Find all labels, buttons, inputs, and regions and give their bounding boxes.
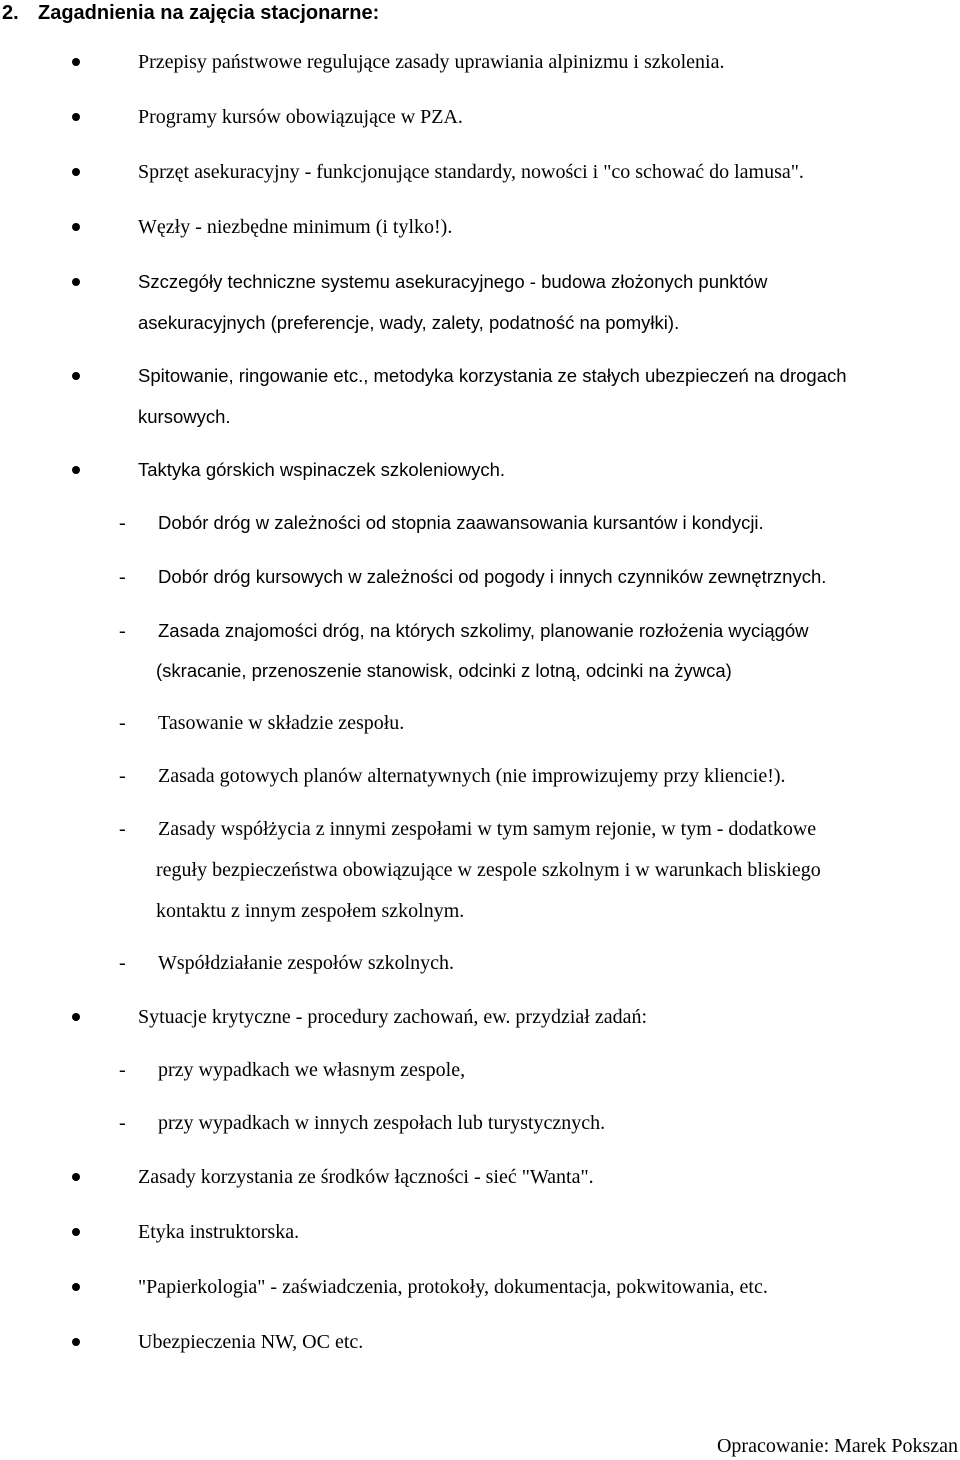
- bullet-icon: [72, 223, 80, 231]
- dash-marker: -: [119, 952, 126, 974]
- document-page: 2. Zagadnienia na zajęcia stacjonarne: Przepisy państwowe regulujące zasady uprawiania alpinizmu i szkolenia. Programy kursów obowiązujące w PZA. Sprzęt asekuracyjny - funkcjonujące standardy, nowości i "co schować do lamusa". Węzły - niezbędne minimum (i tylko!). Szczegóły techniczne systemu asekuracyjnego - budowa złożonych punktów asekuracyjnych (preferencje, wady, zalety, podatność na pomyłki). Spitowanie, ringowanie etc., metodyka korzystania ze stałych ubezpieczeń na drogach kursowych. Taktyka górskich wspinaczek szkoleniowych. - Dobór dróg w zależności od stopnia zaawansowania kursantów i kondycji. - Dobór dróg kursowych w zależności od pogody i innych czynników zewnętrznych. - Zasada znajomości dróg, na których szkolimy, planowanie rozłożenia wyciągów (skracanie, przenoszenie stanowisk, odcinki z lotną, odcinki na żywca) - Tasowanie w składzie zespołu. - Zasada gotowych planów alternatywnych (nie improwizujemy przy kliencie!). - Zasady współżycia z innymi zespołami w tym samym rejonie, w tym - dodatkowe reguły bezpieczeństwa obowiązujące w zespole szkolnym i w warunkach bliskiego kontaktu z innym zespołem szkolnym. - Współdziałanie zespołów szkolnych. Sytuacje krytyczne - procedury zachowań, ew. przydział zadań: - przy wypadkach we własnym zespole, - przy wypadkach w innych zespołach lub turystycznych. Zasady korzystania ze środków łączności - sieć "Wanta". Etyka instruktorska. "Papierkologia" - zaświadczenia, protokoły, dokumentacja, pokwitowania, etc. Ubezpieczenia NW, OC etc. Opracowanie: Marek Pokszan: [2, 2, 958, 1457]
- dash-marker: -: [119, 765, 126, 787]
- dash-marker: -: [119, 712, 126, 734]
- bullet-icon: [72, 466, 80, 474]
- bullet-icon: [72, 168, 80, 176]
- footer-author: Opracowanie: Marek Pokszan: [716, 1435, 958, 1457]
- dash-marker: -: [119, 620, 126, 642]
- bullet-icon: [72, 1338, 80, 1346]
- dash-marker: -: [119, 1059, 126, 1081]
- dash-marker: -: [119, 1112, 126, 1134]
- dash-marker: -: [119, 818, 126, 840]
- bullet-icon: [72, 1228, 80, 1236]
- section-number: 2.: [2, 2, 19, 24]
- bullet-icon: [72, 1013, 80, 1021]
- bullet-icon: [72, 1173, 80, 1181]
- bullet-icon: [72, 58, 80, 66]
- bullet-icon: [72, 372, 80, 380]
- bullet-icon: [72, 113, 80, 121]
- bullet-icon: [72, 1283, 80, 1291]
- dash-marker: -: [119, 566, 126, 588]
- bullet-icon: [72, 278, 80, 286]
- section-title: Zagadnienia na zajęcia stacjonarne:: [38, 2, 380, 24]
- dash-marker: -: [119, 512, 126, 534]
